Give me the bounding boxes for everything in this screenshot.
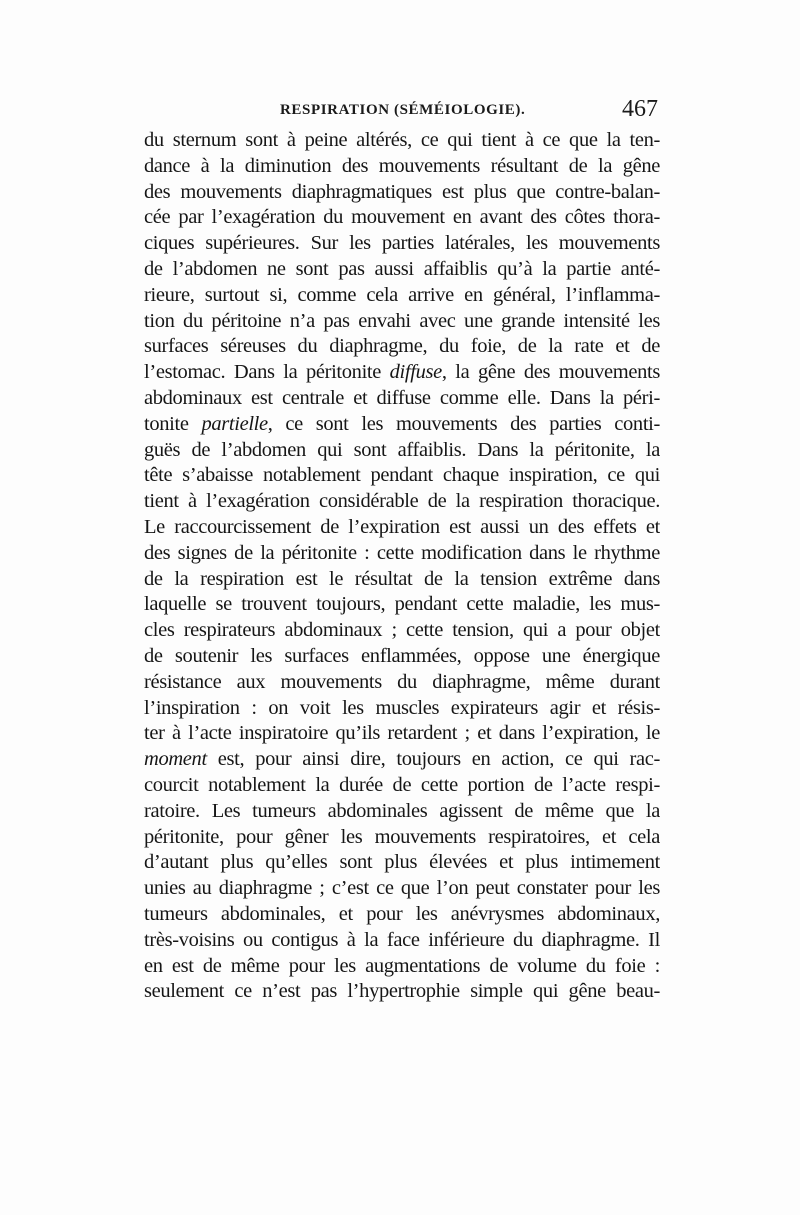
text-line [144,334,660,360]
text-line [144,644,660,670]
text-segment: courcit notablement la durée de cette portion de l’acte respi- [144,773,660,796]
text-segment: l’inspiration : on voit les muscles expirateurs agir et résis- [144,696,660,719]
text-line [144,309,660,335]
text-segment: des signes de la péritonite : cette modification dans le rhythme [144,541,660,564]
text-segment: des mouvements diaphragmatiques est plus que contre-balan- [144,180,660,203]
text-line [144,799,660,825]
text-segment: ciques supérieures. Sur les parties latérales, les mouvements [144,232,660,255]
text-line [144,386,660,412]
body-text [144,128,660,1005]
text-segment: cée par l’exagération du mouvement en avant des côtes thora- [144,206,660,229]
text-segment: tête s’abaisse notablement pendant chaque inspiration, ce qui [144,464,660,487]
text-segment: tient à l’exagération considérable de la respiration thoracique. [144,490,660,513]
text-line [144,773,660,799]
text-line [144,954,660,980]
text-line [144,205,660,231]
text-segment: d’autant plus qu’elles sont plus élevées et plus intimement [144,851,660,874]
text-segment: de soutenir les surfaces enflammées, oppose une énergique [144,644,660,667]
text-segment: Le raccourcissement de l’expiration est aussi un des effets et [144,515,660,538]
text-segment: du sternum sont à peine altérés, ce qui tient à ce que la ten- [144,129,660,151]
text-line [144,463,660,489]
text-segment: tonite [144,412,202,435]
text-line [144,489,660,515]
text-segment: très-voisins ou contigus à la face inférieure du diaphragme. Il [144,928,660,951]
text-line [144,592,660,618]
text-line [144,721,660,747]
text-segment: dance à la diminution des mouvements résultant de la gêne [144,154,660,177]
text-line [144,928,660,954]
text-segment: , ce sont les mouvements des parties conti- [267,412,660,435]
running-head [144,98,660,128]
text-line [144,515,660,541]
text-segment: rieure, surtout si, comme cela arrive en général, l’inflamma- [144,283,660,306]
text-segment: en est de même pour les augmentations de volume du foie : [144,954,660,977]
text-line [144,154,660,180]
text-segment: surfaces séreuses du diaphragme, du foie, de la rate et de [144,335,660,358]
text-line [144,283,660,309]
text-segment: de la respiration est le résultat de la tension extrême dans [144,567,660,590]
text-segment: abdominaux est centrale et diffuse comme elle. Dans la péri- [144,386,660,409]
text-line [144,876,660,902]
text-line [144,412,660,438]
italic-text: diffuse [389,361,442,384]
text-line [144,128,660,154]
text-segment: tion du péritoine n’a pas envahi avec une grande intensité les [144,309,660,332]
italic-text: moment [144,748,207,771]
text-line [144,825,660,851]
text-line [144,902,660,928]
text-segment: résistance aux mouvements du diaphragme, même durant [144,670,660,693]
running-title: RESPIRATION (SÉMÉIOLOGIE). [280,102,526,118]
text-segment: cles respirateurs abdominaux ; cette tension, qui a pour objet [144,619,660,642]
text-segment: , la gêne des mouvements [441,361,660,384]
text-segment: tumeurs abdominales, et pour les anévrysmes abdominaux, [144,902,660,925]
text-line [144,231,660,257]
text-segment: laquelle se trouvent toujours, pendant cette maladie, les mus- [144,593,660,616]
text-segment: ter à l’acte inspiratoire qu’ils retardent ; et dans l’expiration, le [144,722,660,745]
text-segment: ratoire. Les tumeurs abdominales agissent de même que la [144,799,660,822]
text-line [144,438,660,464]
text-segment: de l’abdomen ne sont pas aussi affaiblis qu’à la partie anté- [144,257,660,280]
text-line [144,747,660,773]
text-segment: guës de l’abdomen qui sont affaiblis. Dans la péritonite, la [144,438,660,461]
italic-text: partielle [201,412,268,435]
text-line [144,850,660,876]
text-segment: est, pour ainsi dire, toujours en action, ce qui rac- [206,748,660,771]
text-line [144,979,660,1005]
page-number: 467 [622,96,658,122]
text-line [144,360,660,386]
text-line [144,541,660,567]
text-line [144,180,660,206]
text-segment: l’estomac. Dans la péritonite [144,361,390,384]
text-segment: seulement ce n’est pas l’hypertrophie simple qui gêne beau- [144,980,660,1003]
text-segment: péritonite, pour gêner les mouvements respiratoires, et cela [144,825,660,848]
text-line [144,257,660,283]
text-segment: unies au diaphragme ; c’est ce que l’on peut constater pour les [144,877,660,900]
text-line [144,696,660,722]
text-line [144,670,660,696]
text-line [144,567,660,593]
text-line [144,618,660,644]
